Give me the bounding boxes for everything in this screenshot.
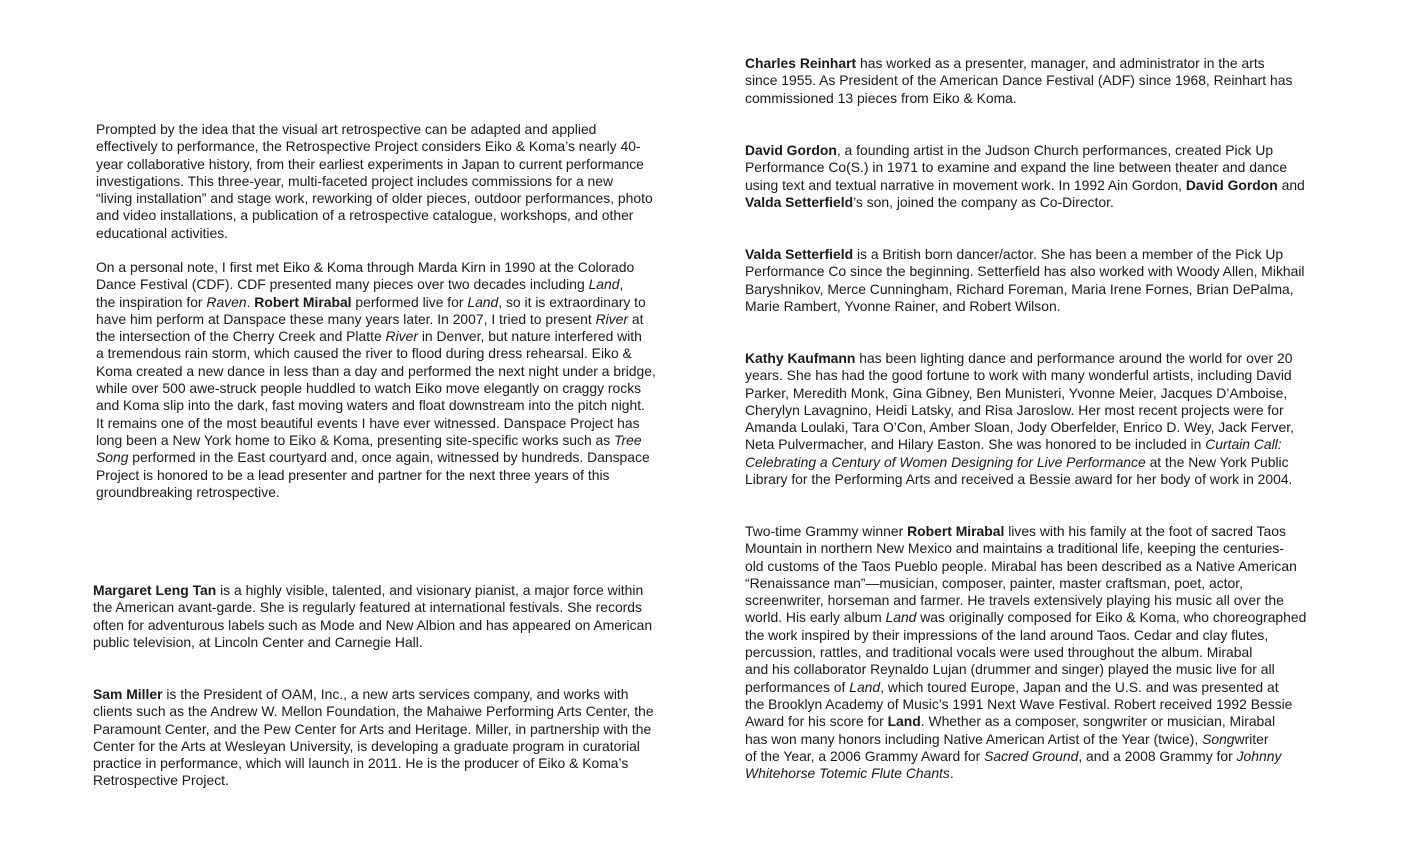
text-line: educational activities. [96,224,229,241]
text-line: effectively to performance, the Retrospective Project considers Eiko & Koma’s nearly 40- [96,138,641,155]
text-line: a tremendous rain storm, which caused the river to flood during dress rehearsal. Eiko & [96,345,632,362]
text-line: and his collaborator Reynaldo Lujan (drummer and singer) played the music live for all [745,661,1275,678]
text-line: Two-time Grammy winner Robert Mirabal lives with his family at the foot of sacred Taos [745,523,1286,539]
text-line: Mountain in northern New Mexico and maintains a traditional life, keeping the centuries- [745,540,1284,557]
text-line: and video installations, a publication of a retrospective catalogue, workshops, and other [96,207,634,224]
text-line: since 1955. As President of the American Dance Festival (ADF) since 1968, Reinhart has [745,72,1293,89]
text-line: “living installation” and stage work, reworking of older pieces, outdoor performances, photo [96,190,653,207]
text-line: Song performed in the East courtyard and, once again, witnessed by hundreds. Danspace [96,449,650,466]
text-line: the inspiration for Raven. Robert Mirabal performed live for Land, so it is extraordinary to [96,293,646,310]
text-line: Kathy Kaufmann has been lighting dance and performance around the world for over 20 [745,350,1293,366]
text-line: Award for his score for Land. Whether as a composer, songwriter or musician, Mirabal [745,713,1276,730]
text-line: David Gordon, a founding artist in the Judson Church performances, created Pick Up [745,142,1274,158]
text-line: the American avant-garde. She is regularly featured at international festivals. She records [93,599,642,616]
text-line: Prompted by the idea that the visual art retrospective can be adapted and applied [96,121,597,137]
text-line: It remains one of the most beautiful events I have ever witnessed. Danspace Project has [96,414,640,431]
text-line: commissioned 13 pieces from Eiko & Koma. [745,89,1017,106]
text-line: practice in performance, which will launch in 2011. He is the producer of Eiko & Koma’s [93,755,629,772]
bio-robert-mirabal [745,523,1306,782]
text-line: percussion, rattles, and traditional vocals were used throughout the album. Mirabal [745,644,1253,661]
text-line: On a personal note, I first met Eiko & Koma through Marda Kirn in 1990 at the Colorado [96,259,635,275]
bio-margaret-leng-tan [93,582,652,651]
text-line: Amanda Loulaki, Tara O’Con, Amber Sloan, Jody Oberfelder, Enrico D. Wey, Jack Ferver, [745,419,1294,436]
text-line: Center for the Arts at Wesleyan University, is developing a graduate program in curatorial [93,737,640,754]
text-line: and Koma slip into the dark, fast moving waters and float downstream into the pitch night. [96,397,645,414]
text-line: Paramount Center, and the Pew Center for Arts and Heritage. Miller, in partnership with the [93,720,652,737]
text-line: clients such as the Andrew W. Mellon Foundation, the Mahaiwe Performing Arts Center, the [93,703,654,720]
text-line: Dance Festival (CDF). CDF presented many pieces over two decades including Land, [96,276,624,293]
bio-charles-reinhart [745,55,1292,107]
text-line: Marie Rambert, Yvonne Rainer, and Robert Wilson. [745,297,1061,314]
text-line: Valda Setterfield is a British born dancer/actor. She has been a member of the Pick Up [745,246,1284,262]
text-line: performances of Land, which toured Europe, Japan and the U.S. and was presented at [745,678,1279,695]
text-line: Charles Reinhart has worked as a presenter, manager, and administrator in the arts [745,55,1265,71]
text-line: Project is honored to be a lead presenter and partner for the next three years of this [96,466,610,483]
text-line: groundbreaking retrospective. [96,483,280,500]
text-line: long been a New York home to Eiko & Koma, presenting site-specific works such as Tree [96,431,642,448]
text-line: Koma created a new dance in less than a day and performed the next night under a bridge, [96,362,656,379]
bio-david-gordon [745,142,1305,211]
text-line: of the Year, a 2006 Grammy Award for Sacred Ground, and a 2008 Grammy for Johnny [745,747,1282,764]
text-line: Neta Pulvermacher, and Hilary Easton. She was honored to be included in Curtain Call: [745,436,1282,453]
text-line: Library for the Performing Arts and received a Bessie award for her body of work in 2004. [745,471,1293,488]
text-line: Valda Setterfield’s son, joined the company as Co-Director. [745,193,1114,210]
text-line: Sam Miller is the President of OAM, Inc., a new arts services company, and works with [93,686,629,702]
text-line: Parker, Meredith Monk, Gina Gibney, Ben Munisteri, Yvonne Meier, Jacques D’Amboise, [745,384,1288,401]
text-line: world. His early album Land was originally composed for Eiko & Koma, who choreographed [745,609,1307,626]
text-line: Performance Co since the beginning. Setterfield has also worked with Woody Allen, Mikhail [745,263,1305,280]
text-line: often for adventurous labels such as Mode and New Albion and has appeared on American [93,616,653,633]
bio-kathy-kaufmann [745,350,1294,488]
text-line: investigations. This three-year, multi-faceted project includes commissions for a new [96,172,614,189]
text-line: year collaborative history, from their earliest experiments in Japan to current performance [96,155,644,172]
text-line: Baryshnikov, Merce Cunningham, Richard Foreman, Maria Irene Fornes, Brian DePalma, [745,280,1294,297]
text-line: the Brooklyn Academy of Music’s 1991 Next Wave Festival. Robert received 1992 Bessie [745,695,1293,712]
text-line: using text and textual narrative in movement work. In 1992 Ain Gordon, David Gordon and [745,176,1305,193]
text-line: Performance Co(S.) in 1971 to examine and expand the line between theater and dance [745,159,1288,176]
note-paragraph-1 [96,121,653,242]
text-line: screenwriter, horseman and farmer. He travels extensively playing his music all over the [745,592,1284,609]
text-line: Cherylyn Lavagnino, Heidi Latsky, and Risa Jaroslow. Her most recent projects were for [745,401,1284,418]
text-line: years. She has had the good fortune to work with many wonderful artists, including David [745,367,1292,384]
text-line: Whitehorse Totemic Flute Chants. [745,765,954,782]
bio-valda-setterfield [745,246,1305,315]
text-line: has won many honors including Native American Artist of the Year (twice), Songwriter [745,730,1269,747]
text-line: have him perform at Danspace these many years later. In 2007, I tried to present River at [96,310,644,327]
text-line: the work inspired by their impressions of the land around Taos. Cedar and clay flutes, [745,626,1269,643]
text-line: Retrospective Project. [93,772,229,789]
text-line: while over 500 awe-struck people huddled to watch Eiko move elegantly on craggy rocks [96,380,642,397]
text-line: public television, at Lincoln Center and Carnegie Hall. [93,633,423,650]
note-paragraph-2 [96,259,656,501]
text-line: Celebrating a Century of Women Designing for Live Performance at the New York Public [745,453,1289,470]
text-line: old customs of the Taos Pueblo people. Mirabal has been described as a Native American [745,557,1297,574]
text-line: “Renaissance man”—musician, composer, painter, master craftsman, poet, actor, [745,574,1243,591]
text-line: Margaret Leng Tan is a highly visible, talented, and visionary pianist, a major force within [93,582,644,598]
bio-sam-miller [93,686,654,790]
text-line: the intersection of the Cherry Creek and Platte River in Denver, but nature interfered with [96,328,642,345]
